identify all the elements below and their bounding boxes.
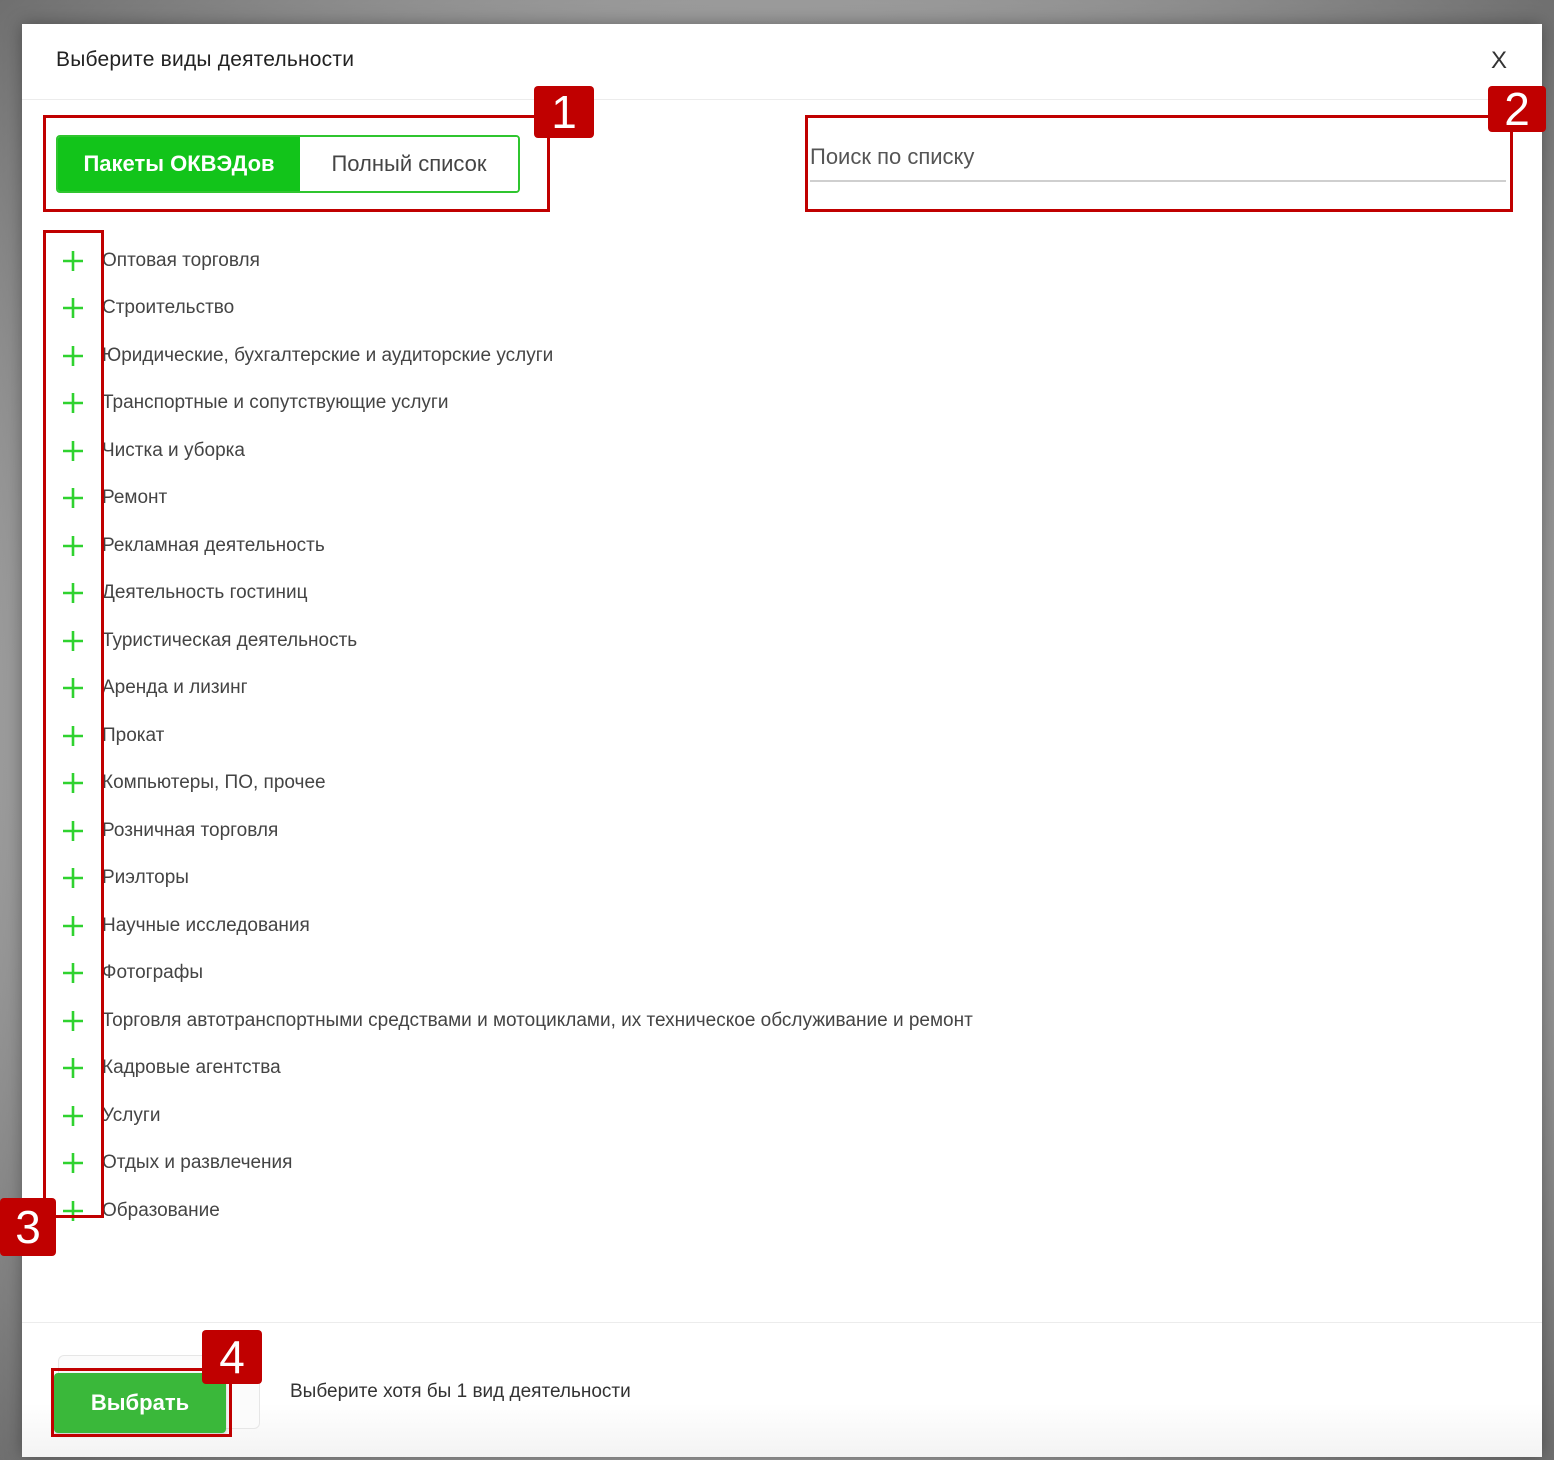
activity-item bbox=[56, 332, 1156, 380]
activity-item bbox=[56, 475, 1156, 523]
footer-hint: Выберите хотя бы 1 вид деятельности bbox=[290, 1381, 631, 1402]
activity-label: Аренда и лизинг bbox=[102, 677, 248, 699]
plus-icon[interactable] bbox=[61, 581, 85, 605]
activity-label: Образование bbox=[102, 1199, 220, 1221]
activity-label: Туристическая деятельность bbox=[102, 629, 358, 651]
activity-item bbox=[56, 902, 1156, 950]
plus-icon[interactable] bbox=[61, 1199, 85, 1223]
plus-icon[interactable] bbox=[61, 1104, 85, 1128]
list-mode-tabs bbox=[56, 135, 520, 193]
activity-item bbox=[56, 1187, 1156, 1235]
activity-label: Риэлторы bbox=[102, 867, 189, 889]
activity-label: Прокат bbox=[102, 724, 165, 746]
activity-item bbox=[56, 427, 1156, 475]
plus-icon[interactable] bbox=[61, 676, 85, 700]
plus-icon[interactable] bbox=[61, 1056, 85, 1080]
activity-item bbox=[56, 1140, 1156, 1188]
activity-label: Кадровые агентства bbox=[102, 1057, 281, 1079]
plus-icon[interactable] bbox=[61, 724, 85, 748]
activity-item bbox=[56, 1092, 1156, 1140]
activity-item bbox=[56, 950, 1156, 998]
plus-icon[interactable] bbox=[61, 249, 85, 273]
annotation-badge-4: 4 bbox=[202, 1330, 262, 1384]
activity-item bbox=[56, 760, 1156, 808]
activity-item bbox=[56, 855, 1156, 903]
activity-label: Чистка и уборка bbox=[102, 439, 245, 461]
activity-label: Услуги bbox=[102, 1104, 161, 1126]
activity-item bbox=[56, 522, 1156, 570]
activity-label: Транспортные и сопутствующие услуги bbox=[102, 392, 449, 414]
annotation-badge-2: 2 bbox=[1488, 86, 1546, 132]
search-input[interactable] bbox=[810, 134, 1506, 182]
plus-icon[interactable] bbox=[61, 1009, 85, 1033]
annotation-badge-1: 1 bbox=[534, 86, 594, 138]
activity-label: Рекламная деятельность bbox=[102, 534, 325, 556]
plus-icon[interactable] bbox=[61, 296, 85, 320]
plus-icon[interactable] bbox=[61, 391, 85, 415]
plus-icon[interactable] bbox=[61, 914, 85, 938]
activity-item bbox=[56, 665, 1156, 713]
tab-full-list[interactable]: Полный список bbox=[300, 137, 518, 191]
activity-item bbox=[56, 570, 1156, 618]
activity-item bbox=[56, 807, 1156, 855]
plus-icon[interactable] bbox=[61, 1151, 85, 1175]
plus-icon[interactable] bbox=[61, 534, 85, 558]
activity-label: Фотографы bbox=[102, 962, 204, 984]
activity-label: Научные исследования bbox=[102, 914, 310, 936]
activity-list bbox=[56, 237, 1156, 1235]
activity-label: Деятельность гостиниц bbox=[102, 582, 308, 604]
activity-label: Строительство bbox=[102, 297, 235, 319]
activity-item bbox=[56, 285, 1156, 333]
activity-label: Компьютеры, ПО, прочее bbox=[102, 772, 326, 794]
search-field bbox=[810, 134, 1506, 184]
plus-icon[interactable] bbox=[61, 819, 85, 843]
activity-label: Торговля автотранспортными средствами и мотоциклами, их техническое обслуживание и ремонт bbox=[102, 1009, 973, 1031]
activity-label: Розничная торговля bbox=[102, 819, 279, 841]
activity-item bbox=[56, 712, 1156, 760]
plus-icon[interactable] bbox=[61, 866, 85, 890]
tab-okved-packages[interactable]: Пакеты ОКВЭДов bbox=[58, 137, 300, 191]
dialog-footer bbox=[22, 1322, 1542, 1457]
dialog-header bbox=[22, 24, 1542, 100]
activity-item bbox=[56, 380, 1156, 428]
select-button[interactable]: Выбрать bbox=[54, 1373, 226, 1433]
close-button[interactable] bbox=[1484, 46, 1514, 76]
activity-label: Юридические, бухгалтерские и аудиторские услуги bbox=[102, 344, 554, 366]
activity-item bbox=[56, 1045, 1156, 1093]
activity-item bbox=[56, 997, 1156, 1045]
plus-icon[interactable] bbox=[61, 486, 85, 510]
activity-selection-dialog bbox=[22, 24, 1542, 1456]
plus-icon[interactable] bbox=[61, 439, 85, 463]
activity-label: Отдых и развлечения bbox=[102, 1152, 293, 1174]
activity-item bbox=[56, 237, 1156, 285]
activity-label: Ремонт bbox=[102, 487, 168, 509]
annotation-badge-3: 3 bbox=[0, 1198, 56, 1256]
plus-icon[interactable] bbox=[61, 344, 85, 368]
activity-label: Оптовая торговля bbox=[102, 249, 260, 271]
plus-icon[interactable] bbox=[61, 961, 85, 985]
plus-icon[interactable] bbox=[61, 771, 85, 795]
activity-item bbox=[56, 617, 1156, 665]
close-icon: X bbox=[1490, 47, 1507, 74]
plus-icon[interactable] bbox=[61, 629, 85, 653]
dialog-title: Выберите виды деятельности bbox=[56, 48, 355, 71]
